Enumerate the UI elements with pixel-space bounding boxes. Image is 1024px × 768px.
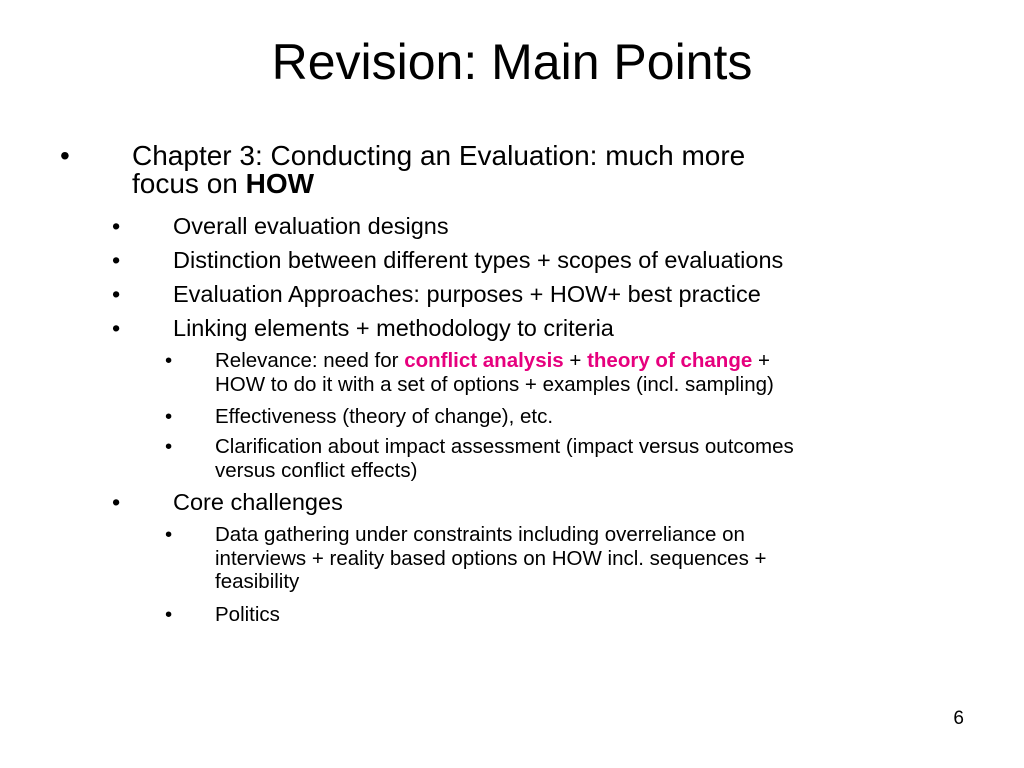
bullet-marker: • <box>165 405 173 428</box>
bullet-marker: • <box>112 247 121 273</box>
bullet-text: Core challenges <box>173 489 343 515</box>
bullet-item-data-gathering <box>165 523 965 594</box>
bullet-text <box>215 435 955 482</box>
bullet-item-linking-elements <box>112 314 1012 342</box>
bullet-text-line-3: feasibility <box>215 570 300 593</box>
bullet-item-overall-evaluation-designs <box>112 212 1012 240</box>
bullet-marker: • <box>165 435 173 458</box>
bullet-marker: • <box>112 281 121 307</box>
bullet-text <box>215 523 955 594</box>
bullet-text-line-2: versus conflict effects) <box>215 458 418 482</box>
bullet-marker: • <box>165 349 173 372</box>
relevance-mid: + <box>563 349 588 372</box>
relevance-prefix: Relevance: need for <box>215 349 405 372</box>
bullet-item-evaluation-approaches <box>112 280 1012 308</box>
bullet-text: Distinction between different types + scopes of evaluations <box>173 247 784 273</box>
highlight-theory-of-change: theory of change <box>587 349 753 372</box>
bullet-item-clarification <box>165 435 965 482</box>
relevance-suffix: + <box>752 349 770 372</box>
bullet-marker: • <box>165 603 173 626</box>
bullet-marker: • <box>112 213 121 239</box>
bullet-item-relevance <box>165 349 965 396</box>
bullet-text: Evaluation Approaches: purposes + HOW+ best practice <box>173 281 761 307</box>
slide-title: Revision: Main Points <box>271 34 753 90</box>
bullet-text-line-2: interviews + reality based options on HOW incl. sequences + <box>215 546 767 570</box>
bullet-item-core-challenges <box>112 488 1012 516</box>
bullet-item-distinction <box>112 246 1012 274</box>
bullet-item-politics <box>165 603 965 627</box>
bullet-text: Politics <box>215 603 280 626</box>
bullet-item-effectiveness <box>165 405 965 429</box>
bullet-marker: • <box>112 489 121 515</box>
bullet-text-line-1: Clarification about impact assessment (impact versus outcomes <box>215 435 794 458</box>
bullet-marker: • <box>60 140 70 171</box>
bullet-marker: • <box>112 315 121 341</box>
bullet-text-line-1: Data gathering under constraints including overreliance on <box>215 523 745 546</box>
highlight-conflict-analysis: conflict analysis <box>404 349 564 372</box>
bullet-text-line-2: focus on <box>132 168 246 199</box>
bullet-item-chapter-3 <box>60 142 960 198</box>
bullet-text-line-1: Chapter 3: Conducting an Evaluation: much more <box>132 140 746 171</box>
page-number: 6 <box>953 708 964 729</box>
bullet-text: Linking elements + methodology to criteria <box>173 315 614 341</box>
bold-emphasis: HOW <box>245 168 315 199</box>
bullet-text <box>132 142 932 198</box>
bullet-text: Overall evaluation designs <box>173 213 449 239</box>
bullet-text <box>215 349 955 396</box>
bullet-text-line-2: HOW to do it with a set of options + examples (incl. sampling) <box>215 372 774 396</box>
bullet-text: Effectiveness (theory of change), etc. <box>215 405 554 428</box>
bullet-marker: • <box>165 523 173 546</box>
